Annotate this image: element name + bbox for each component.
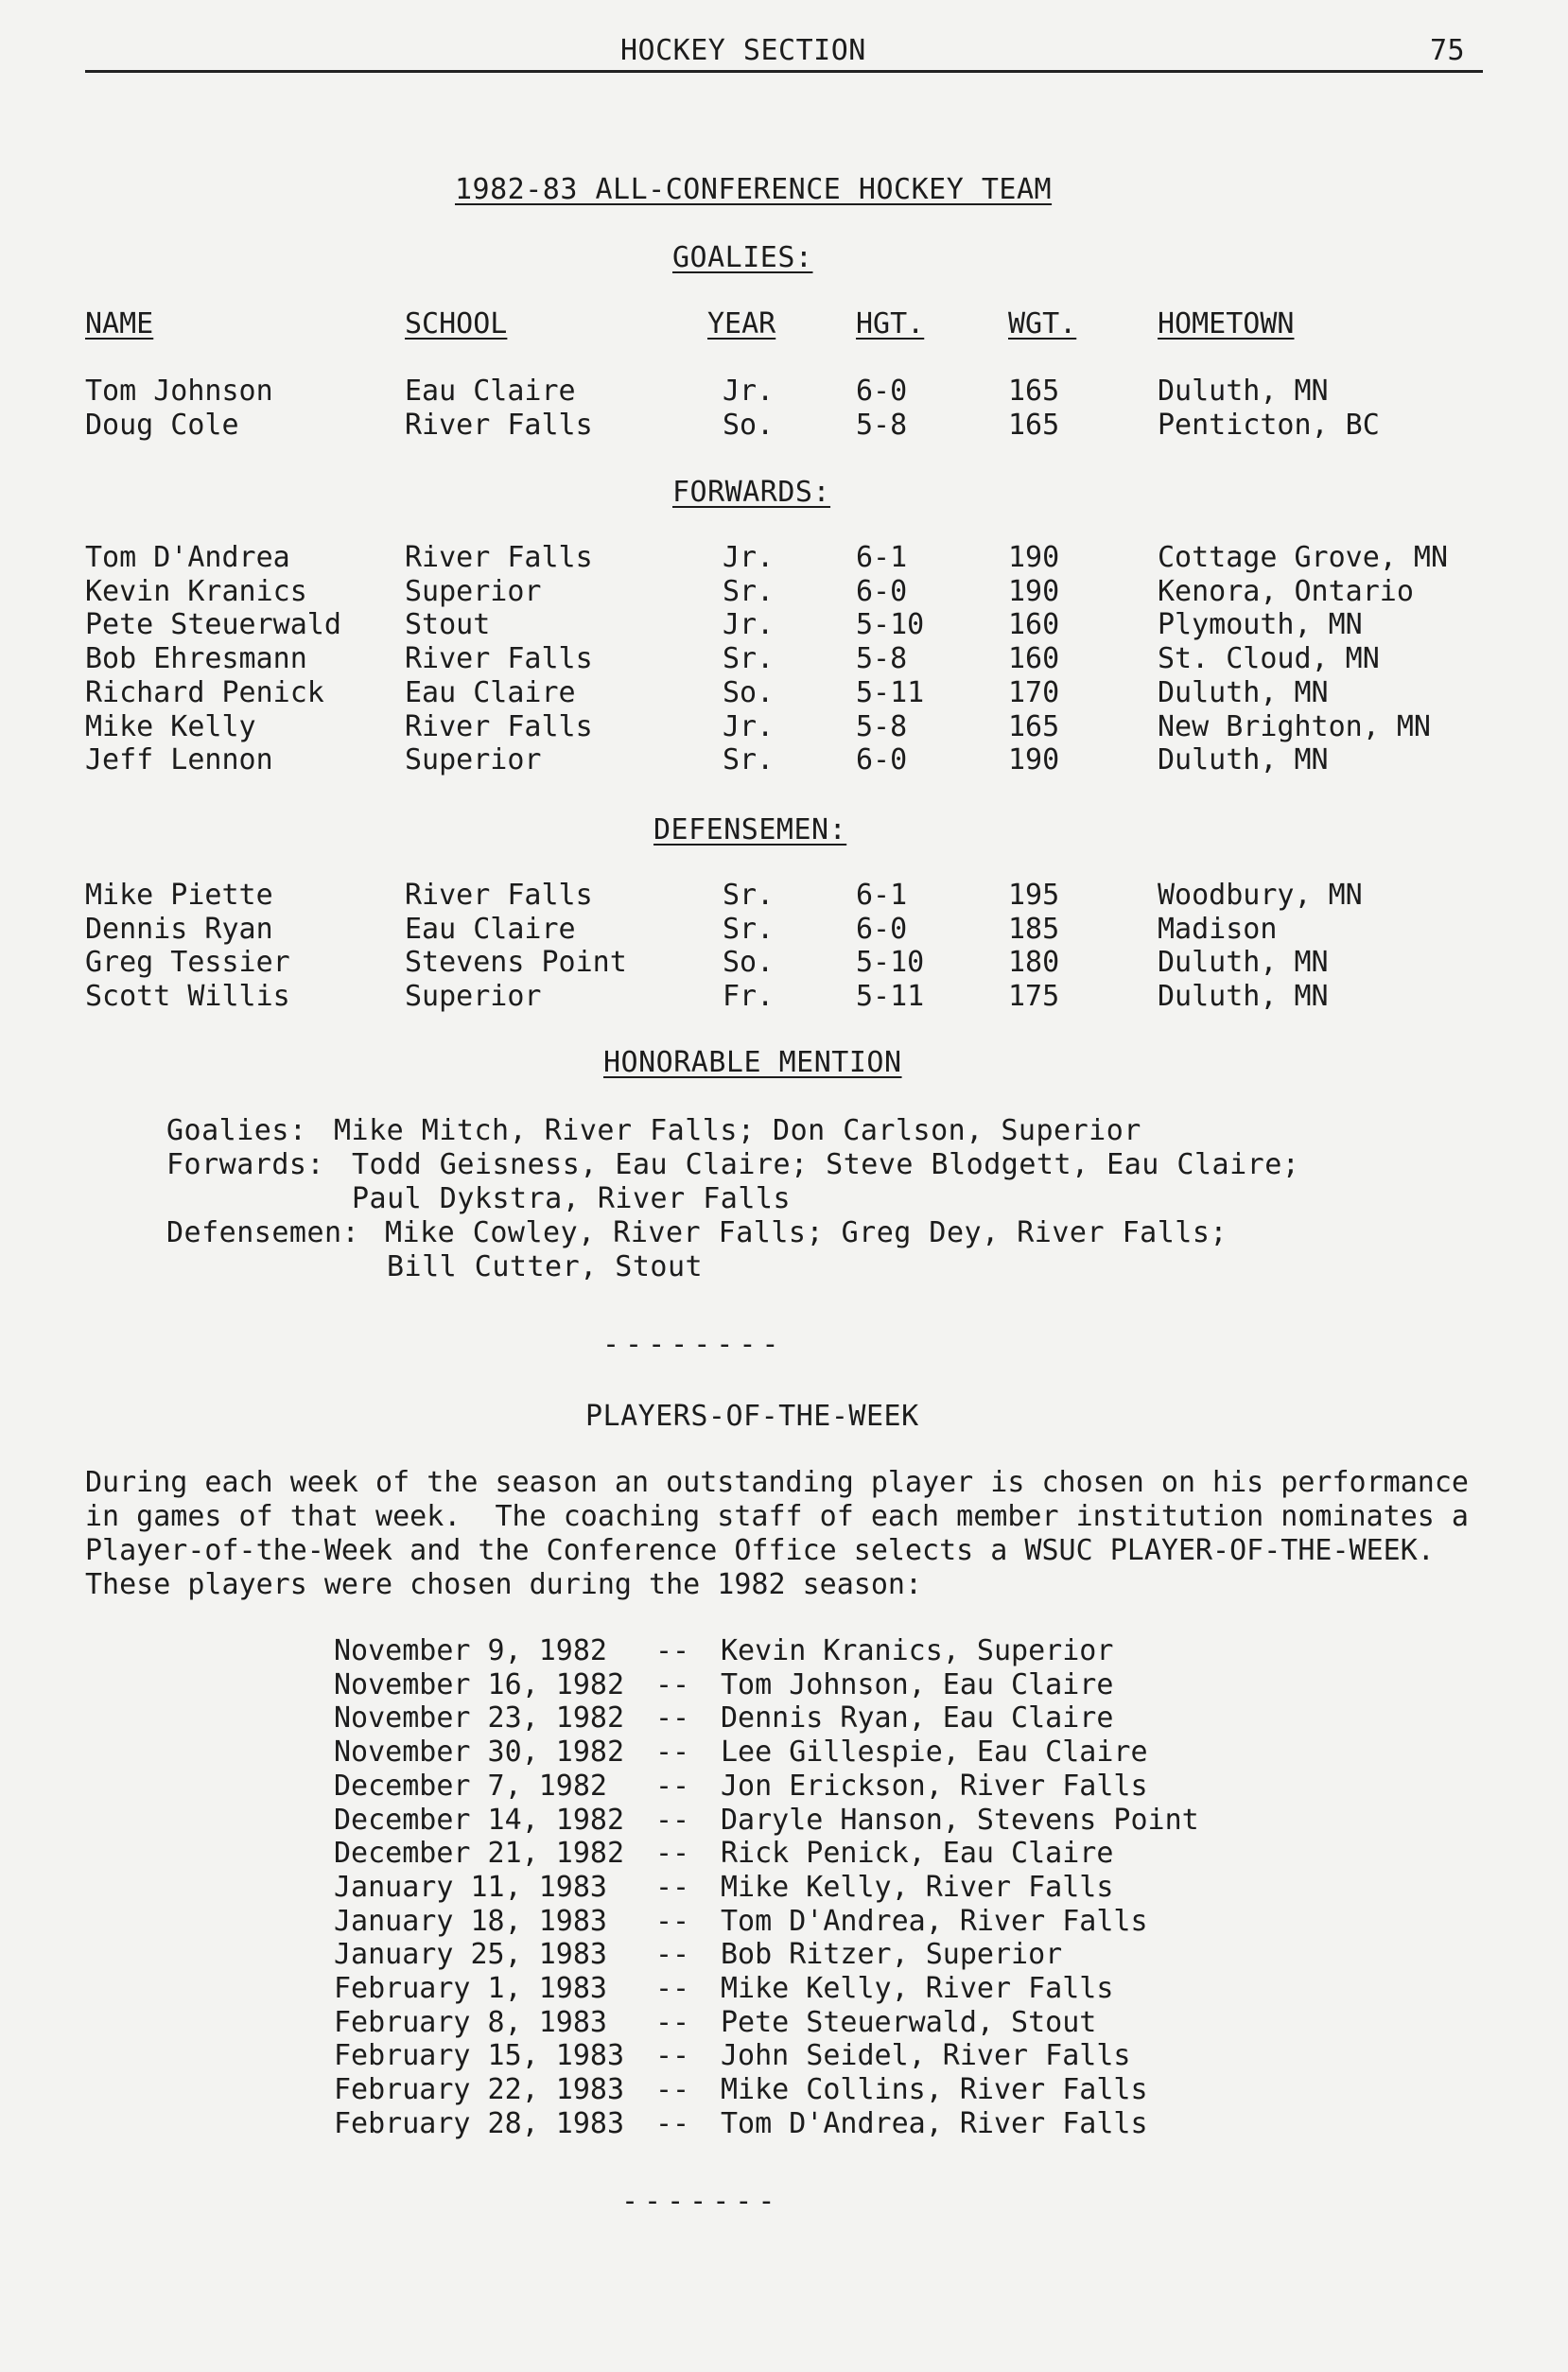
potw-sep: --	[655, 1938, 690, 1972]
defensemen-heading: DEFENSEMEN:	[653, 813, 847, 846]
player-school: River Falls	[405, 879, 593, 912]
player-row	[0, 375, 1568, 409]
player-school: Superior	[405, 574, 542, 608]
potw-player: Kevin Kranics, Superior	[721, 1634, 1114, 1667]
potw-sep: --	[655, 1803, 690, 1837]
player-hgt: 5-10	[856, 608, 925, 642]
team-title: 1982-83 ALL-CONFERENCE HOCKEY TEAM	[455, 173, 1053, 206]
player-wgt: 185	[1008, 912, 1060, 946]
player-wgt: 190	[1008, 743, 1060, 777]
player-school: Stout	[405, 608, 491, 642]
potw-sep: --	[655, 2106, 690, 2140]
player-row	[0, 409, 1568, 443]
potw-player: Rick Penick, Eau Claire	[721, 1837, 1114, 1871]
potw-entry	[0, 2107, 1568, 2141]
potw-date: December 21, 1982	[334, 1837, 625, 1871]
player-row	[0, 913, 1568, 947]
potw-player: Mike Collins, River Falls	[721, 2073, 1148, 2107]
potw-date: February 15, 1983	[334, 2039, 625, 2073]
player-hometown: Plymouth, MN	[1158, 608, 1363, 642]
player-school: Eau Claire	[405, 375, 576, 408]
player-wgt: 180	[1008, 946, 1060, 980]
potw-entry	[0, 1735, 1568, 1770]
player-hgt: 6-0	[856, 912, 908, 946]
player-year: Sr.	[723, 574, 775, 608]
potw-sep: --	[655, 1667, 690, 1701]
player-row	[0, 541, 1568, 575]
potw-date: February 22, 1983	[334, 2073, 625, 2107]
hm-forwards-text-1: Todd Geisness, Eau Claire; Steve Blodgett, Eau Claire;	[352, 1148, 1300, 1181]
player-school: Stevens Point	[405, 946, 627, 980]
potw-entry	[0, 1701, 1568, 1735]
player-year: Jr.	[723, 375, 775, 408]
potw-entry	[0, 2039, 1568, 2073]
player-hgt: 5-11	[856, 980, 925, 1014]
player-hometown: Penticton, BC	[1158, 408, 1380, 442]
hm-goalies-text: Mike Mitch, River Falls; Don Carlson, Superior	[334, 1114, 1141, 1147]
player-row	[0, 608, 1568, 642]
potw-player: Mike Kelly, River Falls	[721, 1870, 1114, 1904]
honorable-mention-heading: HONORABLE MENTION	[603, 1046, 902, 1079]
player-hometown: Duluth, MN	[1158, 980, 1329, 1014]
potw-sep: --	[655, 2073, 690, 2107]
player-hometown: Duluth, MN	[1158, 743, 1329, 777]
potw-date: February 28, 1983	[334, 2106, 625, 2140]
forwards-heading: FORWARDS:	[672, 476, 831, 509]
potw-player: Jon Erickson, River Falls	[721, 1769, 1148, 1803]
player-row	[0, 575, 1568, 609]
potw-intro	[85, 1466, 1485, 1602]
player-year: So.	[723, 408, 775, 442]
potw-date: November 9, 1982	[334, 1634, 607, 1667]
hm-defensemen-text-2: Bill Cutter, Stout	[387, 1250, 704, 1283]
player-wgt: 190	[1008, 541, 1060, 574]
potw-intro-line: Player-of-the-Week and the Conference Office selects a WSUC PLAYER-OF-THE-WEEK.	[85, 1534, 1435, 1567]
potw-heading: PLAYERS-OF-THE-WEEK	[585, 1400, 919, 1433]
potw-date: December 14, 1982	[334, 1803, 625, 1837]
potw-date: January 18, 1983	[334, 1904, 607, 1938]
header-rule	[85, 70, 1483, 73]
player-name: Tom D'Andrea	[85, 541, 290, 574]
player-hgt: 6-0	[856, 375, 908, 408]
col-wgt-header: WGT.	[1008, 307, 1077, 340]
potw-sep: --	[655, 1701, 690, 1735]
hm-goalies-label: Goalies:	[166, 1114, 307, 1147]
player-hgt: 5-11	[856, 675, 925, 709]
potw-date: January 11, 1983	[334, 1870, 607, 1904]
player-name: Doug Cole	[85, 408, 239, 442]
player-name: Dennis Ryan	[85, 912, 273, 946]
player-hometown: Madison	[1158, 912, 1278, 946]
player-name: Tom Johnson	[85, 375, 273, 408]
player-year: So.	[723, 675, 775, 709]
potw-entry	[0, 1871, 1568, 1905]
potw-sep: --	[655, 1870, 690, 1904]
player-wgt: 175	[1008, 980, 1060, 1014]
potw-entry	[0, 1668, 1568, 1702]
col-school-header: SCHOOL	[405, 307, 508, 340]
player-row	[0, 710, 1568, 744]
potw-entry	[0, 1938, 1568, 1972]
player-name: Kevin Kranics	[85, 574, 307, 608]
player-hometown: Kenora, Ontario	[1158, 574, 1414, 608]
potw-player: Mike Kelly, River Falls	[721, 1972, 1114, 2005]
player-hgt: 5-8	[856, 642, 908, 676]
potw-date: November 16, 1982	[334, 1667, 625, 1701]
player-hgt: 5-10	[856, 946, 925, 980]
potw-player: Tom D'Andrea, River Falls	[721, 1904, 1148, 1938]
player-name: Jeff Lennon	[85, 743, 273, 777]
hm-forwards-text-2: Paul Dykstra, River Falls	[352, 1182, 792, 1215]
player-wgt: 160	[1008, 608, 1060, 642]
player-name: Scott Willis	[85, 980, 290, 1014]
col-year-header: YEAR	[707, 307, 776, 340]
potw-date: November 23, 1982	[334, 1701, 625, 1735]
player-hgt: 6-0	[856, 574, 908, 608]
potw-player: Tom D'Andrea, River Falls	[721, 2106, 1148, 2140]
potw-player: Dennis Ryan, Eau Claire	[721, 1701, 1114, 1735]
potw-entry	[0, 1804, 1568, 1838]
player-school: River Falls	[405, 408, 593, 442]
hm-defensemen-label: Defensemen:	[166, 1216, 360, 1249]
potw-player: Lee Gillespie, Eau Claire	[721, 1735, 1148, 1770]
player-school: Eau Claire	[405, 912, 576, 946]
potw-sep: --	[655, 1972, 690, 2005]
col-hgt-header: HGT.	[856, 307, 925, 340]
potw-player: Daryle Hanson, Stevens Point	[721, 1803, 1199, 1837]
player-hometown: Duluth, MN	[1158, 675, 1329, 709]
player-name: Bob Ehresmann	[85, 642, 307, 676]
potw-entry	[0, 1770, 1568, 1804]
player-wgt: 170	[1008, 675, 1060, 709]
player-row	[0, 946, 1568, 980]
potw-sep: --	[655, 1769, 690, 1803]
player-hometown: Duluth, MN	[1158, 946, 1329, 980]
section-header: HOCKEY SECTION	[620, 34, 866, 67]
player-hometown: Cottage Grove, MN	[1158, 541, 1449, 574]
player-hgt: 6-1	[856, 541, 908, 574]
player-hgt: 6-1	[856, 879, 908, 912]
potw-entry	[0, 1634, 1568, 1668]
player-year: Sr.	[723, 642, 775, 676]
player-hgt: 5-8	[856, 408, 908, 442]
player-school: River Falls	[405, 541, 593, 574]
potw-player: John Seidel, River Falls	[721, 2039, 1131, 2073]
potw-entry	[0, 2006, 1568, 2040]
separator-2: -------	[621, 2185, 781, 2218]
potw-sep: --	[655, 2005, 690, 2039]
player-year: Jr.	[723, 541, 775, 574]
player-name: Pete Steuerwald	[85, 608, 341, 642]
player-row	[0, 879, 1568, 913]
player-name: Greg Tessier	[85, 946, 290, 980]
player-year: Fr.	[723, 980, 775, 1014]
potw-intro-line: These players were chosen during the 1982 season:	[85, 1568, 923, 1601]
player-wgt: 190	[1008, 574, 1060, 608]
potw-date: February 8, 1983	[334, 2005, 607, 2039]
potw-entry	[0, 1972, 1568, 2006]
player-name: Mike Kelly	[85, 709, 256, 743]
potw-entry	[0, 1837, 1568, 1871]
player-school: River Falls	[405, 642, 593, 676]
hm-defensemen-text-1: Mike Cowley, River Falls; Greg Dey, River Falls;	[385, 1216, 1228, 1249]
player-year: Jr.	[723, 709, 775, 743]
potw-sep: --	[655, 1904, 690, 1938]
player-hgt: 6-0	[856, 743, 908, 777]
potw-sep: --	[655, 1837, 690, 1871]
potw-date: November 30, 1982	[334, 1735, 625, 1770]
player-wgt: 165	[1008, 375, 1060, 408]
player-wgt: 195	[1008, 879, 1060, 912]
potw-entry	[0, 1905, 1568, 1939]
potw-date: December 7, 1982	[334, 1769, 607, 1803]
player-school: River Falls	[405, 709, 593, 743]
col-hometown-header: HOMETOWN	[1158, 307, 1295, 340]
potw-intro-line: in games of that week. The coaching staff of each member institution nominates a	[85, 1500, 1469, 1533]
player-wgt: 165	[1008, 408, 1060, 442]
column-headers	[0, 307, 1568, 341]
goalies-heading: GOALIES:	[672, 241, 813, 274]
potw-entry	[0, 2073, 1568, 2107]
player-school: Eau Claire	[405, 675, 576, 709]
player-wgt: 160	[1008, 642, 1060, 676]
player-school: Superior	[405, 743, 542, 777]
player-hometown: New Brighton, MN	[1158, 709, 1431, 743]
player-year: So.	[723, 946, 775, 980]
potw-date: February 1, 1983	[334, 1972, 607, 2005]
potw-sep: --	[655, 1634, 690, 1667]
page-number: 75	[1430, 34, 1466, 67]
separator-1: --------	[602, 1328, 785, 1361]
player-row	[0, 642, 1568, 676]
player-row	[0, 676, 1568, 710]
hm-forwards-label: Forwards:	[166, 1148, 325, 1181]
potw-player: Bob Ritzer, Superior	[721, 1938, 1063, 1972]
player-hometown: St. Cloud, MN	[1158, 642, 1380, 676]
potw-player: Tom Johnson, Eau Claire	[721, 1667, 1114, 1701]
player-school: Superior	[405, 980, 542, 1014]
player-year: Sr.	[723, 879, 775, 912]
col-name-header: NAME	[85, 307, 154, 340]
potw-date: January 25, 1983	[334, 1938, 607, 1972]
player-wgt: 165	[1008, 709, 1060, 743]
player-hgt: 5-8	[856, 709, 908, 743]
player-hometown: Duluth, MN	[1158, 375, 1329, 408]
player-hometown: Woodbury, MN	[1158, 879, 1363, 912]
player-year: Jr.	[723, 608, 775, 642]
potw-sep: --	[655, 2039, 690, 2073]
potw-player: Pete Steuerwald, Stout	[721, 2005, 1097, 2039]
player-year: Sr.	[723, 912, 775, 946]
player-name: Mike Piette	[85, 879, 273, 912]
player-row	[0, 743, 1568, 777]
player-year: Sr.	[723, 743, 775, 777]
player-name: Richard Penick	[85, 675, 324, 709]
potw-sep: --	[655, 1735, 690, 1770]
potw-intro-line: During each week of the season an outstanding player is chosen on his performance	[85, 1466, 1469, 1499]
player-row	[0, 980, 1568, 1014]
